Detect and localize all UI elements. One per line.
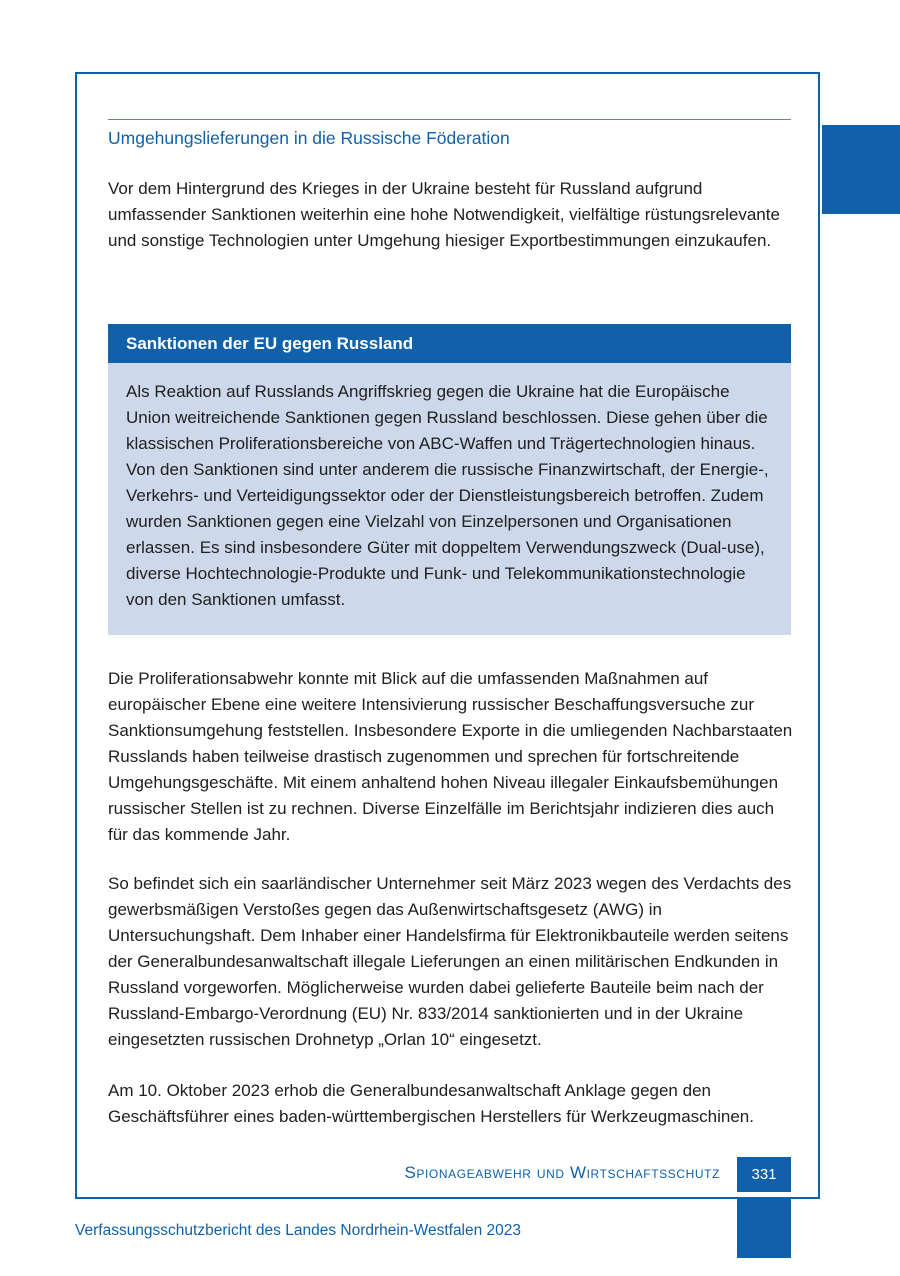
paragraph-case-saarland: So befindet sich ein saarländischer Unternehmer seit März 2023 wegen des Verdachts des gewerbsmäßigen Verstoßes gegen das Außenwirtschaftsgesetz (AWG) in Untersuchungshaft. Dem Inhaber einer Handelsfirma für Elektronikbauteile werden seitens der Generalbundesanwaltschaft illegale Lieferungen an einen militärischen Endkunden in Russland vorgeworfen. Möglicherweise wurden dabei gelieferte Bauteile beim nach der Russland-Embargo-Verordnung (EU) Nr. 833/2014 sanktionierten und in der Ukraine eingesetzten russischen Drohnetyp „Orlan 10“ eingesetzt. xyxy=(108,874,792,1049)
heading-rule xyxy=(108,119,791,120)
footer-section-label: Spionageabwehr und Wirtschaftsschutz xyxy=(404,1163,720,1182)
intro-paragraph: Vor dem Hintergrund des Krieges in der Ukraine besteht für Russland aufgrund umfassender Sanktionen weiterhin eine hohe Notwendigkeit, vielfältige rüstungsrelevante und sonstige Technologien unter Umgehung hiesiger Exportbestimmungen einzukaufen. xyxy=(108,179,780,250)
paragraph-proliferation: Die Proliferationsabwehr konnte mit Blick auf die umfassenden Maßnahmen auf europäischer Ebene eine weitere Intensivierung russischer Beschaffungsversuche zur Sanktionsumgehung feststellen. Insbesondere Exporte in die umliegenden Nachbarstaaten Russlands haben teilweise drastisch zugenommen und sprechen für fortschreitende Umgehungsgeschäfte. Mit einem anhaltend hohen Niveau illegaler Einkaufsbemühungen russischer Stellen ist zu rechnen. Diverse Einzelfälle im Berichtsjahr indizieren dies auch für das kommende Jahr. xyxy=(108,669,793,844)
page-number-badge: 331 xyxy=(737,1157,791,1192)
chapter-side-tab xyxy=(822,125,900,214)
bottom-corner-tab xyxy=(737,1199,791,1258)
report-title-note: Verfassungsschutzbericht des Landes Nordrhein-Westfalen 2023 xyxy=(75,1222,522,1239)
info-box-title: Sanktionen der EU gegen Russland xyxy=(108,324,791,363)
sanctions-info-box xyxy=(108,324,791,635)
info-box-body-text: Als Reaktion auf Russlands Angriffskrieg gegen die Ukraine hat die Europäische Union weitreichende Sanktionen gegen Russland beschlossen. Diese gehen über die klassischen Proliferationsbereiche von ABC-Waffen und Trägertechnologien hinaus. Von den Sanktionen sind unter anderem die russische Finanzwirtschaft, der Energie-, Verkehrs- und Verteidigungssektor oder der Dienstleistungsbereich betroffen. Zudem wurden Sanktionen gegen eine Vielzahl von Einzelpersonen und Organisationen erlassen. Es sind insbesondere Güter mit doppeltem Verwendungszweck (Dual-use), diverse Hochtechnologie-Produkte und Funk- und Telekommunikationstechnologie von den Sanktionen umfasst. xyxy=(108,363,791,635)
section-title: Umgehungslieferungen in die Russische Föderation xyxy=(108,128,510,148)
paragraph-case-october: Am 10. Oktober 2023 erhob die Generalbundesanwaltschaft Anklage gegen den Geschäftsführer eines baden-württembergischen Herstellers für Werkzeugmaschinen. xyxy=(108,1081,754,1126)
